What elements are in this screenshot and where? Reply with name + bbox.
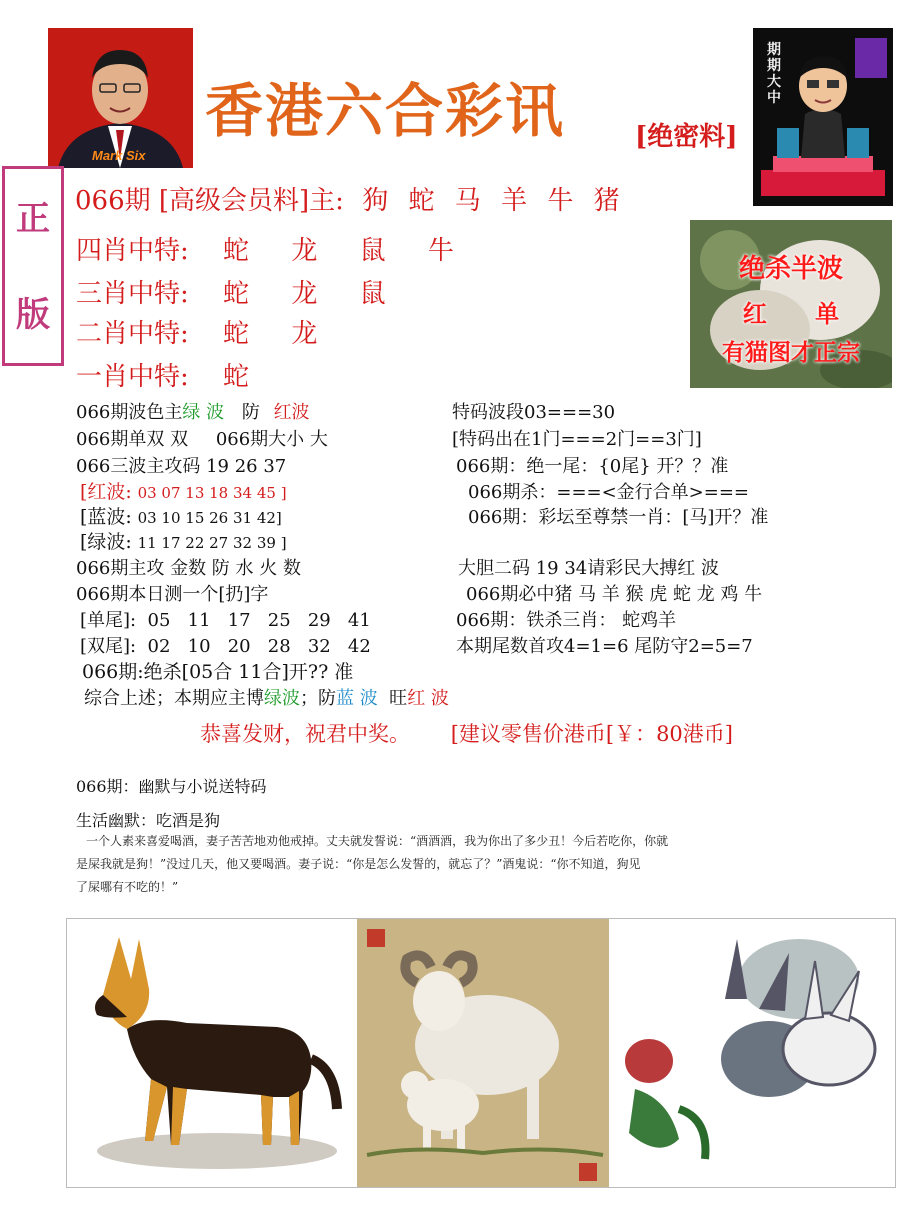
test-char-line: 066期本日测一个[扔]字: [76, 584, 269, 605]
joke-line: 是屎我就是狗！”没过几天，他又要喝酒。妻子说：“你是怎么发誓的，就忘了？”酒鬼说：“你不知道，狗见: [76, 857, 641, 871]
wave-guard-label: 防: [241, 402, 260, 423]
pick-label: 三肖中特:: [76, 279, 189, 309]
zodiac: 鼠: [359, 279, 386, 309]
single-tail-line: [单尾]: 05 11 17 25 29 41: [80, 610, 371, 631]
rabbit-painting: [609, 919, 895, 1187]
must-win-line: 066期必中猪 马 羊 猴 虎 蛇 龙 鸡 牛: [466, 584, 763, 605]
pick-one: [76, 356, 249, 393]
zodiac: 龙: [291, 236, 318, 266]
joke-heading: 066期：幽默与小说送特码: [76, 777, 267, 796]
summary-text: 旺: [377, 688, 408, 709]
kill-red: 红: [742, 299, 767, 328]
red-wave-numbers: 03 07 13 18 34 45 ]: [137, 484, 287, 502]
pick-two: [76, 313, 317, 350]
joke-title: 生活幽默：吃酒是狗: [76, 811, 221, 830]
joke-line: 一个人素来喜爱喝酒，妻子苦苦地劝他戒掉。丈夫就发誓说：“酒酒酒，我为你出了多少丑！今后若吃你，你就: [86, 834, 669, 848]
pick-four: [76, 230, 454, 267]
authentic-badge: [2, 166, 64, 366]
host-portrait-photo: [48, 28, 193, 168]
wish-text: 恭喜发财，祝君中奖。: [200, 722, 410, 746]
double-tail-line: [双尾]: 02 10 20 28 32 42: [80, 636, 371, 657]
kill-half-wave-image: [690, 220, 892, 388]
summary-text: ；防: [300, 688, 336, 709]
price-text: [建议零售价港币[￥：80港币]: [450, 722, 733, 746]
kill-line2: [690, 294, 892, 329]
zodiac: 羊: [501, 186, 528, 216]
zodiac: 牛: [547, 186, 574, 216]
joke-line: 了屎哪有不吃的！”: [76, 880, 179, 894]
title-tag: [绝密料]: [635, 122, 738, 152]
summary-blue: 蓝 波: [336, 688, 378, 709]
tail-attack-line: 本期尾数首攻4=1=6 尾防守2=5=7: [456, 636, 753, 657]
dog-illustration: [67, 919, 357, 1187]
pick-label: 二肖中特:: [76, 319, 189, 349]
zodiac: 蛇: [223, 362, 250, 392]
joke-body: [76, 830, 891, 899]
zodiac: 鼠: [359, 236, 386, 266]
zodiac: 龙: [291, 279, 318, 309]
zodiac: 马: [454, 186, 481, 216]
zodiac: 蛇: [223, 319, 250, 349]
zodiac: 牛: [427, 236, 454, 266]
badge-char-bottom: 版: [16, 295, 50, 335]
blue-wave-numbers: 03 10 15 26 31 42]: [137, 509, 282, 527]
wave-main-green: 绿 波: [182, 402, 225, 423]
kill-combo-line: 066期:绝杀[05合 11合]开?? 准: [82, 661, 354, 683]
two-codes-line: 大胆二码 19 34请彩民大搏红 波: [458, 558, 719, 579]
issue-prefix: 066期 [高级会员料]主:: [75, 186, 344, 216]
kill-band-line: 066期杀：===<金行合单>===: [468, 482, 750, 503]
code-band-line: 特码波段03===30: [452, 402, 616, 423]
kill-single: 单: [815, 299, 840, 328]
mark-six-logo: Mark Six: [92, 148, 146, 163]
summary-red: 红 波: [407, 688, 449, 709]
zodiac: 龙: [291, 319, 318, 349]
summary-line: [84, 684, 449, 710]
footer-line: [200, 718, 733, 748]
zodiac: 蛇: [223, 279, 250, 309]
summary-text: 综合上述；本期应主博: [84, 688, 264, 709]
green-wave-line: [80, 527, 287, 554]
gate-line: [特码出在1门===2门==3门]: [452, 429, 702, 450]
zodiac: 蛇: [223, 236, 250, 266]
big-small: 066期大小 大: [215, 429, 328, 450]
page-title: 香港六合彩讯: [205, 77, 566, 145]
forum-line: 066期：彩坛至尊禁一肖：[马]开？准: [468, 507, 769, 528]
zodiac: 猪: [593, 186, 620, 216]
zodiac: 蛇: [408, 186, 435, 216]
three-kill-line: 066期：铁杀三肖： 蛇鸡羊: [456, 610, 677, 631]
wave-guard-red: 红波: [273, 402, 310, 423]
attack-line: 066期主攻 金数 防 水 火 数: [76, 558, 301, 579]
issue-main-zodiacs: [75, 180, 620, 217]
mascot-caption: 期期大中: [767, 42, 781, 106]
zodiac: 狗: [362, 186, 389, 216]
red-wave-line: [80, 477, 287, 504]
pick-three: [76, 273, 386, 310]
badge-char-top: 正: [16, 199, 50, 239]
one-tail-line: 066期：绝一尾：{0尾} 开？？准: [456, 456, 729, 477]
pick-label: 四肖中特:: [76, 236, 189, 266]
pick-label: 一肖中特:: [76, 362, 189, 392]
summary-green: 绿波: [264, 688, 300, 709]
wave-prefix: 066期波色主: [76, 402, 183, 423]
kill-line3: 有猫图才正宗: [722, 339, 860, 366]
zodiac-animals-image: [66, 918, 896, 1188]
odd-even: 066期单双 双: [76, 429, 189, 450]
sheep-embroidery: [357, 919, 609, 1187]
green-wave-numbers: 11 17 22 27 32 39 ]: [137, 534, 287, 552]
green-wave-label: [绿波:: [80, 531, 132, 553]
odd-even-line: [76, 425, 328, 451]
wave-main-line: [76, 398, 310, 424]
red-wave-label: [红波:: [80, 481, 132, 503]
three-wave-line: 066三波主攻码 19 26 37: [76, 456, 287, 477]
kill-line1: 绝杀半波: [738, 254, 843, 284]
blue-wave-line: [80, 502, 282, 529]
mascot-cartoon-image: [753, 28, 893, 206]
blue-wave-label: [蓝波:: [80, 506, 132, 528]
